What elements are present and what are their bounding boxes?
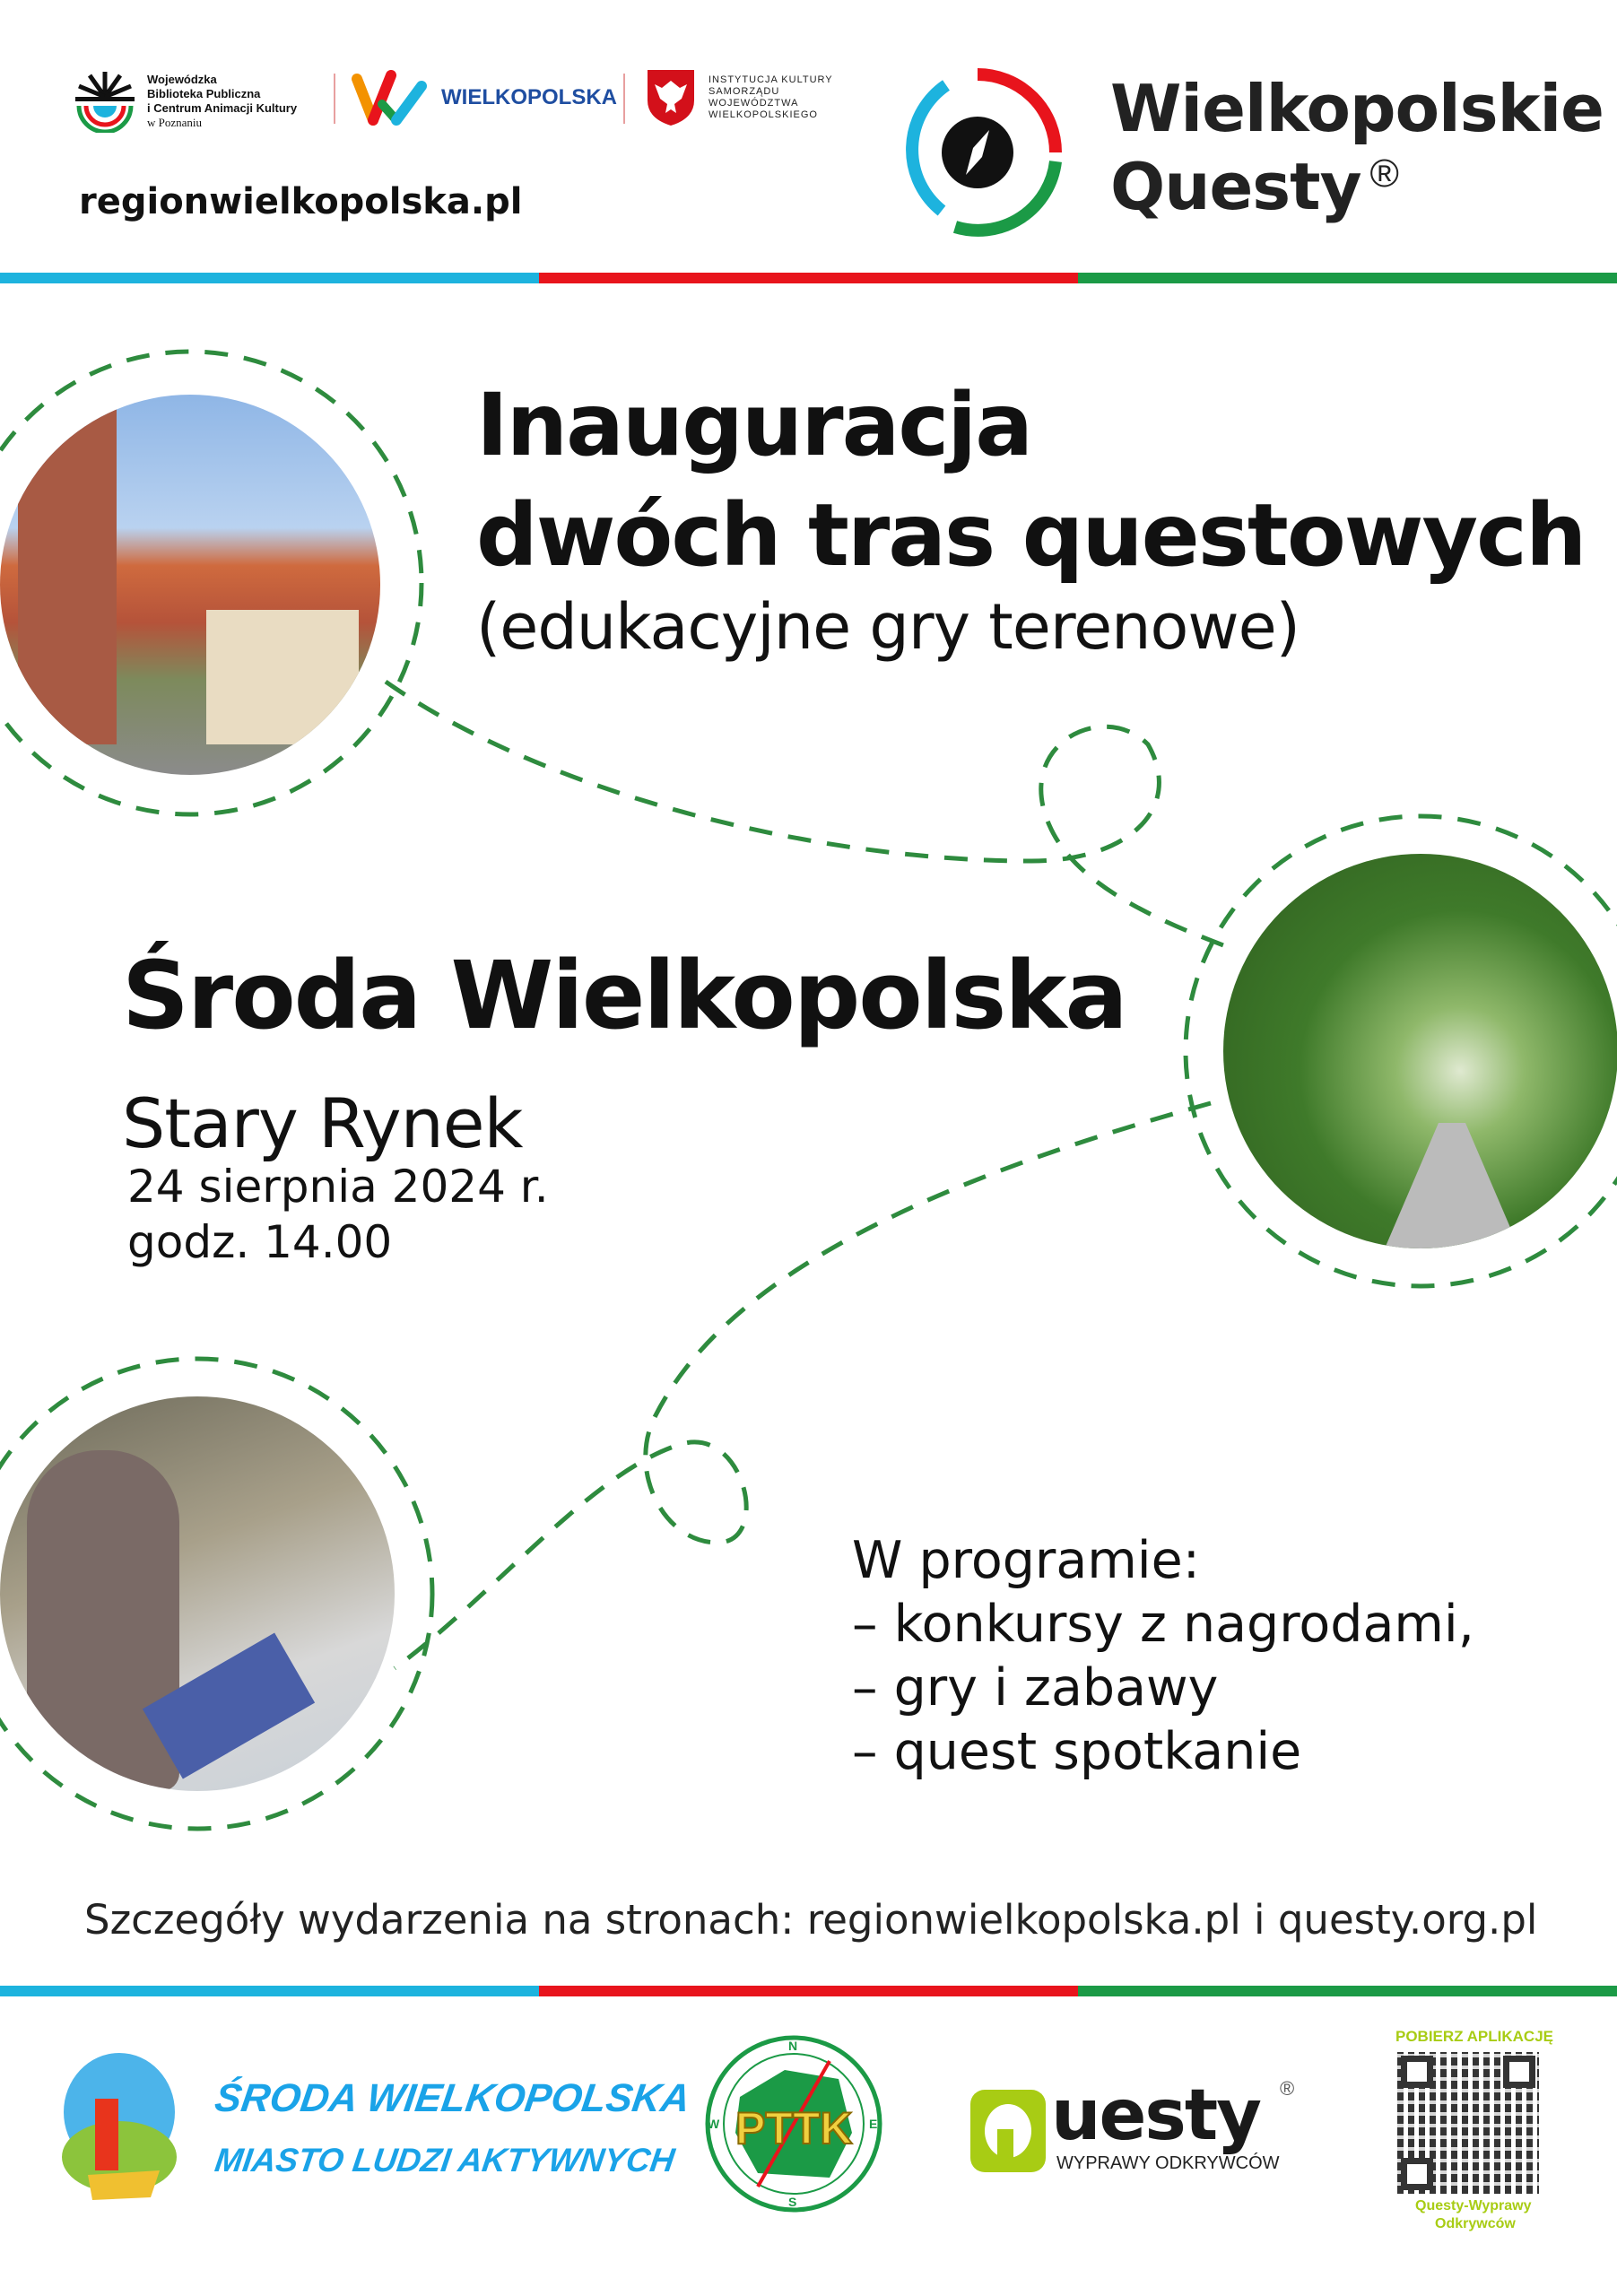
program-item: – quest spotkanie [852, 1722, 1302, 1781]
wbp-line: Biblioteka Publiczna [147, 87, 261, 100]
questy-wordmark: uesty [1051, 2075, 1260, 2156]
pttk-text: PTTK [735, 2103, 853, 2153]
qr-download[interactable] [1388, 2025, 1554, 2231]
event-city: Środa Wielkopolska [122, 941, 1126, 1050]
church-tower [18, 404, 117, 744]
house [206, 610, 359, 744]
details-text: Szczegóły wydarzenia na stronach: regionwielkopolska.pl i questy.org.pl [84, 1896, 1538, 1944]
park-alley-photo [1223, 854, 1617, 1248]
registered-mark: ® [1369, 152, 1399, 196]
compass-s: S [788, 2195, 797, 2209]
program-item: – konkursy z nagrodami, [852, 1595, 1474, 1654]
church-photo [0, 395, 380, 775]
questy-tagline: WYPRAWY ODKRYWCÓW [1056, 2153, 1280, 2173]
event-title-line1: Inauguracja [476, 375, 1031, 475]
event-date: 24 sierpnia 2024 r. [127, 1161, 549, 1213]
program-list [852, 1529, 1474, 1784]
compass-w: W [708, 2117, 720, 2131]
event-subtitle: (edukacyjne gry terenowe) [476, 590, 1300, 664]
program-heading: W programie: [852, 1531, 1200, 1590]
sroda-slogan-line1: ŚRODA WIELKOPOLSKA [212, 2076, 693, 2120]
compass-n: N [788, 2039, 798, 2053]
pttk-logo [704, 2034, 883, 2213]
website-link[interactable]: regionwielkopolska.pl [79, 181, 523, 222]
wbp-line: Wojewódzka [147, 73, 217, 86]
person [27, 1450, 179, 1791]
institution-line: WIELKOPOLSKIEGO [709, 109, 818, 120]
event-title-line2: dwóch tras questowych [476, 485, 1586, 586]
qr-bottom-label1: Questy-Wyprawy [1415, 2198, 1532, 2213]
tricolor-bar-bottom [0, 1986, 1617, 1996]
woman-writing-photo [0, 1396, 395, 1791]
program-item: – gry i zabawy [852, 1658, 1219, 1718]
questy-logo [970, 2075, 1311, 2179]
institution-line: WOJEWÓDZTWA [709, 98, 799, 109]
institution-line: SAMORZĄDU [709, 86, 780, 97]
compass-e: E [869, 2117, 878, 2131]
qr-bottom-label2: Odkrywców [1435, 2216, 1516, 2231]
sroda-slogan-line2: MIASTO LUDZI AKTYWNYCH [213, 2142, 677, 2179]
questy-q-icon [970, 2090, 1046, 2172]
wielkopolska-text: WIELKOPOLSKA [441, 85, 617, 109]
qr-code[interactable] [1397, 2052, 1539, 2194]
wbp-line: w Poznaniu [147, 116, 203, 129]
institution-line: INSTYTUCJA KULTURY [709, 74, 833, 85]
questy-brand-line2: Questy [1110, 149, 1361, 224]
path [1385, 1123, 1519, 1248]
event-time: godz. 14.00 [127, 1216, 393, 1268]
questy-reg: ® [1280, 2077, 1295, 2100]
wbp-line: i Centrum Animacji Kultury [147, 101, 298, 115]
questy-brand-line1: Wielkopolskie [1110, 71, 1604, 146]
sroda-town-crest-icon [61, 2049, 182, 2202]
event-place: Stary Rynek [122, 1083, 523, 1163]
qr-top-label: POBIERZ APLIKACJĘ [1395, 2028, 1554, 2045]
